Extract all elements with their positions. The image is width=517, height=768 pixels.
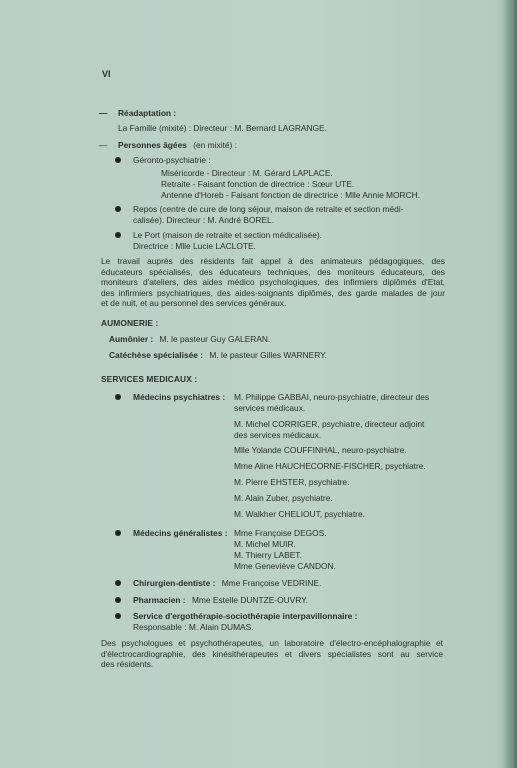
- personnes-agees-heading: Personnes âgées: [118, 140, 187, 150]
- services-medicaux-heading: SERVICES MEDICAUX :: [101, 374, 198, 384]
- geronto-title: Géronto-psychiatrie :: [133, 155, 211, 165]
- travail-line: moniteurs d'ateliers, des aides médico psychologiques, des infirmiers diplômés d'Etat,: [101, 277, 445, 288]
- psychiatre-entry: M. Michel CORRIGER, psychiatre, directeur adjoint: [234, 419, 425, 429]
- ergo-label: Service d'ergothérapie-sociothérapie interpavillonnaire :: [133, 611, 358, 621]
- psychiatre-entry: services médicaux.: [234, 403, 306, 413]
- psychiatre-entry: Mme Aline HAUCHECORNE-FISCHER, psychiatre.: [234, 461, 426, 471]
- generaliste-entry: Mme Geneviève CANDON.: [234, 561, 336, 571]
- travail-paragraph: [101, 256, 445, 309]
- readaptation-line: La Famille (mixité) : Directeur : M. Bernard LAGRANGE.: [118, 123, 327, 133]
- dentiste-label: Chirurgien-dentiste :: [133, 578, 216, 588]
- generaliste-entry: M. Michel MUIR.: [234, 539, 296, 549]
- final-line: Des psychologues et psychothérapeutes, un laboratoire d'électro-encéphalographie et: [101, 638, 443, 648]
- psychiatre-entry: M. Alain Zuber, psychiatre.: [234, 493, 333, 503]
- psychiatres-label: Médecins psychiatres :: [133, 392, 226, 402]
- le-port-line-2: Directrice : Mlle Lucie LACLOTE.: [133, 241, 256, 251]
- catechese-label: Catéchèse spécialisée :: [109, 350, 204, 360]
- psychiatre-entry: des services médicaux.: [234, 430, 322, 440]
- generalistes-label: Médecins généralistes :: [133, 528, 228, 538]
- psychiatre-entry: Mlle Yolande COUFFINHAL, neuro-psychiatre.: [234, 445, 407, 455]
- ergo-responsable: Responsable : M. Alain DUMAS.: [133, 622, 254, 632]
- repos-line-1: Repos (centre de cure de long séjour, maison de retraite et section médi-: [133, 204, 404, 214]
- dentiste-row: [133, 578, 321, 589]
- aumonier-label: Aumônier :: [109, 334, 154, 344]
- final-paragraph: [101, 638, 443, 670]
- psychiatre-entry: M. Philippe GABBAI, neuro-psychiatre, directeur des: [234, 392, 430, 402]
- pharmacien-value: Mme Estelle DUNTZE-OUVRY.: [191, 595, 308, 605]
- travail-line: éducateurs spécialisés, des éducateurs techniques, des moniteurs éducateurs, des: [101, 266, 445, 277]
- dentiste-value: Mme Françoise VEDRINE.: [221, 578, 322, 588]
- geronto-line-1: Miséricorde - Directeur : M. Gérard LAPLACE.: [161, 168, 333, 178]
- travail-line: des infirmiers psychiatriques, des aides-soignants diplômés, des garde malades de jour: [101, 287, 445, 298]
- readaptation-heading: — Réadaptation :: [118, 108, 176, 119]
- page-number: VI: [102, 69, 111, 79]
- aumonier-row: [109, 334, 270, 345]
- personnes-agees-suffix: (en mixité) :: [193, 140, 237, 150]
- generaliste-entry: Mme Françoise DEGOS.: [234, 528, 327, 538]
- catechese-row: [109, 350, 327, 361]
- catechese-value: M. le pasteur Gilles WARNERY.: [209, 350, 327, 360]
- pharmacien-label: Pharmacien :: [133, 595, 186, 605]
- pharmacien-row: [133, 595, 308, 606]
- psychiatre-entry: M. Pierre EHSTER, psychiatre.: [234, 477, 350, 487]
- generaliste-entry: M. Thierry LABET.: [234, 550, 302, 560]
- travail-line: Le travail auprès des résidents fait appel à des animateurs pédagogiques, des: [101, 256, 445, 266]
- final-line: d'électrocardiographie, des kinésithérapeutes et divers spécialistes sont au service: [101, 648, 443, 659]
- geronto-line-3: Antenne d'Horeb - Faisant fonction de directrice : Mlle Annie MORCH.: [161, 190, 421, 200]
- final-line: des résidents.: [101, 659, 154, 670]
- personnes-agees-heading-row: [118, 140, 237, 151]
- repos-line-2: calisée). Directeur : M. André BOREL.: [133, 215, 275, 225]
- aumonerie-heading: AUMONERIE :: [101, 318, 159, 328]
- aumonier-value: M. le pasteur Guy GALERAN.: [159, 334, 271, 344]
- geronto-line-2: Retraite - Faisant fonction de directrice : Sœur UTE.: [161, 179, 355, 189]
- page-edge-shadow: [503, 0, 517, 768]
- psychiatre-entry: M. Walkher CHELIOUT, psychiatre.: [234, 509, 365, 519]
- travail-line: et de nuit, et au personnel des services généraux.: [101, 298, 287, 309]
- le-port-line-1: Le Port (maison de retraite et section médicalisée).: [133, 230, 322, 240]
